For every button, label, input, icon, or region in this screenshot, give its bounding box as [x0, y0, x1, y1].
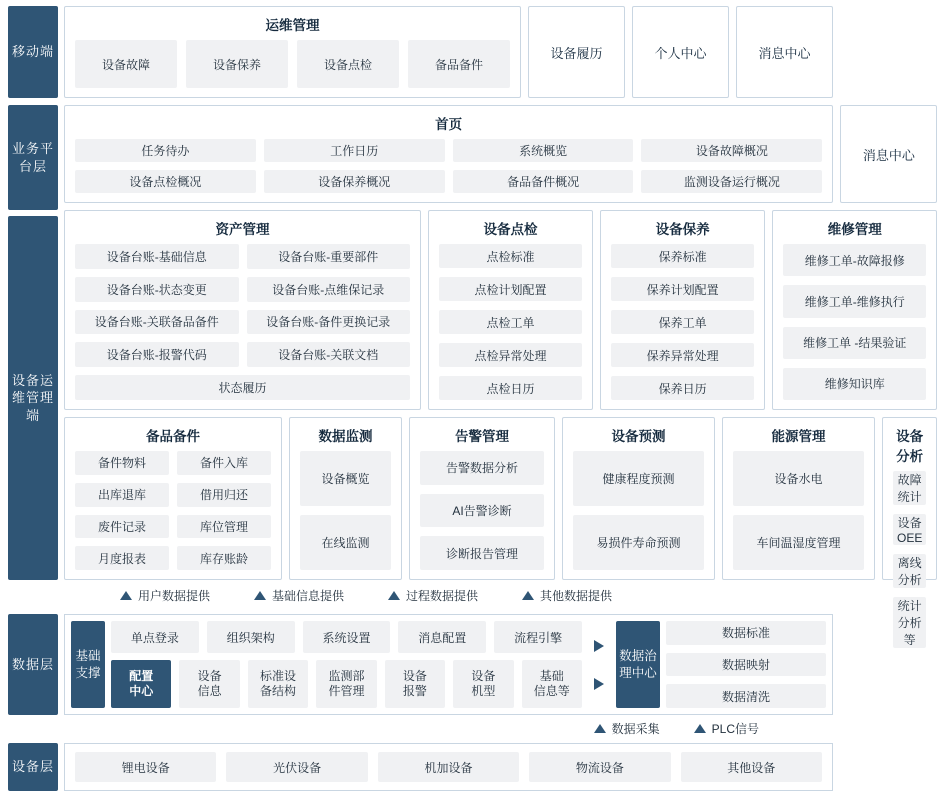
panel-mobile-message-center[interactable]: 消息中心: [736, 6, 833, 98]
arrow-lower-label-1: PLC信号: [711, 721, 759, 736]
arrow-upper-label-0: 用户数据提供: [138, 588, 211, 603]
chip-maintenance-2[interactable]: 保养工单: [611, 310, 754, 334]
chip-home-2[interactable]: 系统概览: [453, 139, 634, 162]
arrow-up-icon: [388, 591, 400, 600]
chip-asset-5[interactable]: 设备台账-备件更换记录: [247, 310, 411, 335]
chip-data-bottom-3[interactable]: 监测部 件管理: [316, 660, 376, 708]
chip-governance-2[interactable]: 数据清洗: [666, 684, 826, 708]
chip-maintenance-3[interactable]: 保养异常处理: [611, 343, 754, 367]
device-layer-row: [8, 743, 833, 791]
data-flow-arrows-upper: [8, 580, 833, 610]
chip-spare-4[interactable]: 废件记录: [75, 515, 169, 539]
chip-device-2[interactable]: 机加设备: [378, 752, 519, 782]
layer-label-ops-end: 设备运维管理端: [8, 216, 58, 580]
chip-spare-1[interactable]: 备件入库: [177, 451, 271, 475]
chip-asset-2[interactable]: 设备台账-状态变更: [75, 277, 239, 302]
panel-inspection: [428, 210, 593, 410]
layer-label-mobile: 移动端: [8, 6, 58, 98]
chip-spare-3[interactable]: 借用归还: [177, 483, 271, 507]
layer-label-data: 数据层: [8, 614, 58, 715]
panel-energy: [722, 417, 875, 580]
arrow-lower-0: [594, 720, 660, 737]
chip-inspection-3[interactable]: 点检异常处理: [439, 343, 582, 367]
chip-home-7[interactable]: 监测设备运行概况: [641, 170, 822, 193]
chip-device-4[interactable]: 其他设备: [681, 752, 822, 782]
chip-maintenance-4[interactable]: 保养日历: [611, 376, 754, 400]
arrow-up-icon: [254, 591, 266, 600]
chip-asset-0[interactable]: 设备台账-基础信息: [75, 244, 239, 269]
chip-alarm-2[interactable]: 诊断报告管理: [420, 536, 544, 570]
chip-asset-6[interactable]: 设备台账-报警代码: [75, 342, 239, 367]
chip-data-top-4[interactable]: 流程引擎: [494, 621, 582, 653]
chip-data-top-3[interactable]: 消息配置: [398, 621, 486, 653]
arrow-upper-3: [522, 587, 612, 604]
governance-arrows: [588, 621, 610, 708]
chip-home-4[interactable]: 设备点检概况: [75, 170, 256, 193]
chip-spare-6[interactable]: 月度报表: [75, 546, 169, 570]
panel-predict: [562, 417, 715, 580]
chip-inspection-4[interactable]: 点检日历: [439, 376, 582, 400]
panel-title-mobile-ops: 运维管理: [265, 18, 320, 33]
chip-data-monitor-1[interactable]: 在线监测: [300, 515, 391, 570]
chip-data-monitor-0[interactable]: 设备概览: [300, 451, 391, 506]
panel-title-analysis: 设备分析: [896, 429, 924, 464]
panel-title-predict: 设备预测: [611, 429, 666, 444]
data-flow-arrows-lower: [8, 715, 833, 741]
panel-title-asset: 资产管理: [215, 222, 270, 237]
arrow-up-icon: [694, 724, 706, 733]
chip-analysis-3[interactable]: 统计分析等: [893, 597, 926, 648]
layer-label-device: 设备层: [8, 743, 58, 791]
arrow-upper-1: [254, 587, 344, 604]
arrow-upper-label-2: 过程数据提供: [406, 588, 479, 603]
chip-spare-2[interactable]: 出库退库: [75, 483, 169, 507]
chip-repair-2[interactable]: 维修工单 -结果验证: [783, 327, 926, 359]
panel-home-message-center[interactable]: 消息中心: [840, 105, 937, 203]
chip-device-3[interactable]: 物流设备: [529, 752, 670, 782]
panel-mobile-personal-center[interactable]: 个人中心: [632, 6, 729, 98]
arrow-right-icon: [594, 678, 604, 690]
panel-title-home: 首页: [435, 117, 463, 132]
chip-home-0[interactable]: 任务待办: [75, 139, 256, 162]
panel-analysis: [882, 417, 937, 647]
arrow-right-icon: [594, 640, 604, 652]
arrow-upper-label-1: 基础信息提供: [272, 588, 345, 603]
arrow-lower-1: [694, 720, 759, 737]
panel-repair: [772, 210, 937, 410]
arrow-up-icon: [522, 591, 534, 600]
arrow-up-icon: [120, 591, 132, 600]
chip-mobile-ops-3[interactable]: 备品备件: [408, 40, 510, 88]
chip-energy-0[interactable]: 设备水电: [733, 451, 864, 506]
chip-analysis-1[interactable]: 设备OEE: [893, 514, 926, 545]
chip-device-1[interactable]: 光伏设备: [226, 752, 367, 782]
chip-asset-7[interactable]: 设备台账-关联文档: [247, 342, 411, 367]
chip-mobile-ops-0[interactable]: 设备故障: [75, 40, 177, 88]
chip-maintenance-1[interactable]: 保养计划配置: [611, 277, 754, 301]
chip-data-bottom-4[interactable]: 设备 报警: [385, 660, 445, 708]
chip-spare-7[interactable]: 库存账龄: [177, 546, 271, 570]
layer-label-business-platform: 业务平台层: [8, 105, 58, 210]
panel-data-monitor: [289, 417, 402, 580]
chip-repair-3[interactable]: 维修知识库: [783, 368, 926, 400]
chip-data-bottom-2[interactable]: 标准设 备结构: [248, 660, 308, 708]
arrow-upper-0: [120, 587, 210, 604]
home-row: [64, 105, 937, 203]
chip-asset-1[interactable]: 设备台账-重要部件: [247, 244, 411, 269]
chip-governance-0[interactable]: 数据标准: [666, 621, 826, 645]
chip-spare-5[interactable]: 库位管理: [177, 515, 271, 539]
chip-asset-status-history[interactable]: 状态履历: [75, 375, 410, 400]
chip-mobile-ops-1[interactable]: 设备保养: [186, 40, 288, 88]
chip-mobile-ops-2[interactable]: 设备点检: [297, 40, 399, 88]
chip-governance-1[interactable]: 数据映射: [666, 653, 826, 677]
panel-title-alarm: 告警管理: [455, 429, 509, 444]
chip-spare-0[interactable]: 备件物料: [75, 451, 169, 475]
governance-center-label: 数据治理中心: [616, 621, 660, 708]
mobile-layer-row: [8, 6, 833, 98]
chip-analysis-0[interactable]: 故障统计: [893, 471, 926, 505]
chip-data-top-2[interactable]: 系统设置: [303, 621, 391, 653]
chip-maintenance-0[interactable]: 保养标准: [611, 244, 754, 268]
chip-data-top-1[interactable]: 组织架构: [207, 621, 295, 653]
chip-home-1[interactable]: 工作日历: [264, 139, 445, 162]
chip-inspection-2[interactable]: 点检工单: [439, 310, 582, 334]
panel-alarm: [409, 417, 555, 580]
chip-asset-4[interactable]: 设备台账-关联备品备件: [75, 310, 239, 335]
chip-home-6[interactable]: 备品备件概况: [453, 170, 634, 193]
arrow-up-icon: [594, 724, 606, 733]
chip-data-bottom-6[interactable]: 基础 信息等: [522, 660, 582, 708]
chip-asset-3[interactable]: 设备台账-点维保记录: [247, 277, 411, 302]
chip-predict-1[interactable]: 易损件寿命预测: [573, 515, 704, 570]
panel-asset-management: [64, 210, 421, 410]
chip-device-0[interactable]: 锂电设备: [75, 752, 216, 782]
chip-alarm-1[interactable]: AI告警诊断: [420, 494, 544, 528]
panel-home: [64, 105, 833, 203]
chip-repair-1[interactable]: 维修工单-维修执行: [783, 285, 926, 317]
panel-mobile-ops: [64, 6, 521, 98]
base-support-label: 基础支撑: [71, 621, 105, 708]
panel-title-inspection: 设备点检: [483, 222, 538, 237]
chip-analysis-2[interactable]: 离线分析: [893, 554, 926, 588]
panel-spare-parts: [64, 417, 282, 580]
panel-title-maintenance: 设备保养: [655, 222, 710, 237]
data-layer-row: [8, 614, 833, 715]
arrow-lower-label-0: 数据采集: [611, 721, 660, 736]
panel-title-energy: 能源管理: [771, 429, 826, 444]
chip-alarm-0[interactable]: 告警数据分析: [420, 451, 544, 485]
panel-title-data-monitor: 数据监测: [318, 429, 373, 444]
chip-data-bottom-5[interactable]: 设备 机型: [453, 660, 513, 708]
chip-config-center[interactable]: 配置 中心: [111, 660, 171, 708]
chip-energy-1[interactable]: 车间温湿度管理: [733, 515, 864, 570]
arrow-upper-label-3: 其他数据提供: [540, 588, 613, 603]
chip-data-bottom-1[interactable]: 设备 信息: [179, 660, 239, 708]
chip-repair-0[interactable]: 维修工单-故障报修: [783, 244, 926, 276]
modules-row-1: [64, 210, 937, 410]
chip-data-top-0[interactable]: 单点登录: [111, 621, 199, 653]
arrow-upper-2: [388, 587, 478, 604]
chip-predict-0[interactable]: 健康程度预测: [573, 451, 704, 506]
panel-maintenance: [600, 210, 765, 410]
chip-inspection-0[interactable]: 点检标准: [439, 244, 582, 268]
panel-mobile-device-history[interactable]: 设备履历: [528, 6, 625, 98]
chip-inspection-1[interactable]: 点检计划配置: [439, 277, 582, 301]
panel-title-spare: 备品备件: [146, 429, 200, 444]
panel-title-repair: 维修管理: [827, 222, 882, 237]
chip-home-3[interactable]: 设备故障概况: [641, 139, 822, 162]
chip-home-5[interactable]: 设备保养概况: [264, 170, 445, 193]
